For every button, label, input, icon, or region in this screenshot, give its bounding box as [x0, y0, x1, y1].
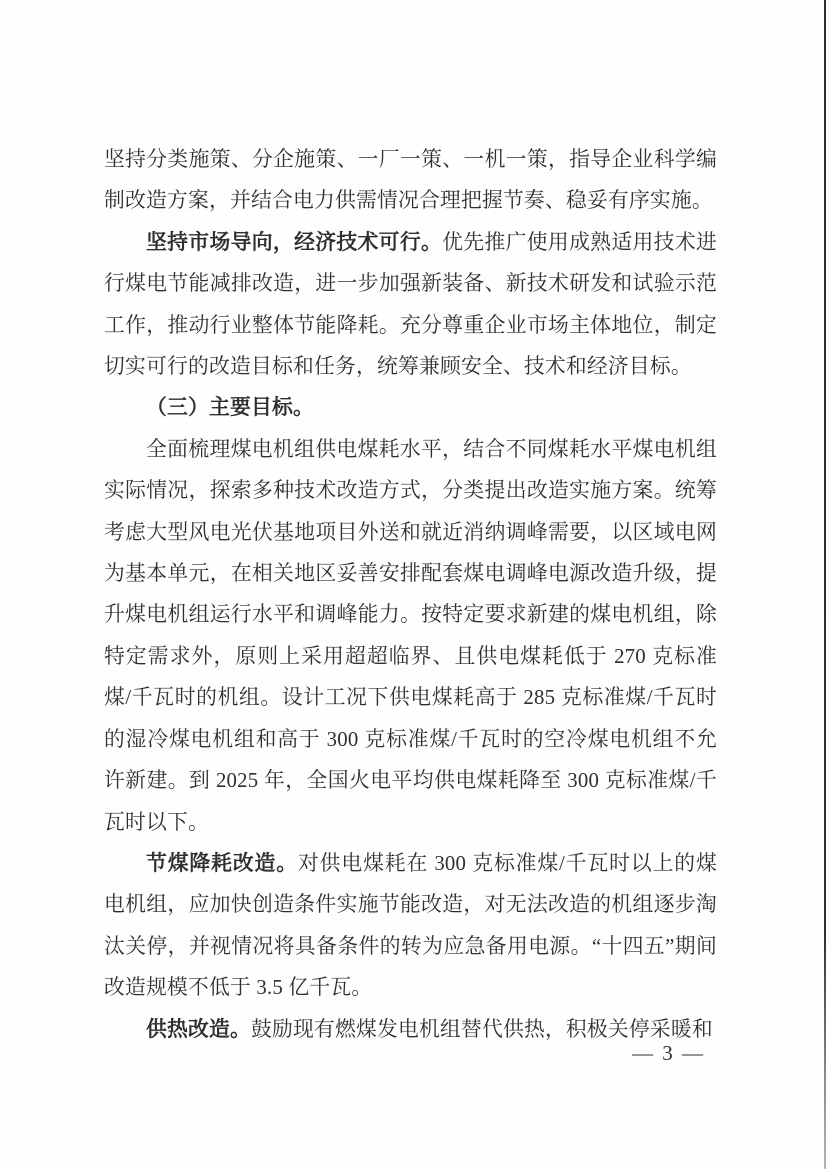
- paragraph-lead-emphasis: 供热改造。: [146, 1017, 251, 1041]
- paragraph: [104, 139, 717, 222]
- paragraph-lead-emphasis: 节煤降耗改造。: [146, 851, 298, 875]
- scan-edge-line: [824, 0, 826, 1169]
- page-number: — 3 —: [632, 1041, 705, 1065]
- paragraph: [104, 429, 717, 843]
- paragraph-text: 坚持分类施策、分企施策、一厂一策、一机一策，指导企业科学编制改造方案，并结合电力供需情况合理把握节奏、稳妥有序实施。: [104, 148, 717, 213]
- paragraph: [104, 843, 717, 1009]
- paragraph: [104, 387, 717, 428]
- document-body: [104, 139, 717, 1050]
- paragraph-text: 优先推广使用成熟适用技术进行煤电节能减排改造，进一步加强新装备、新技术研发和试验示范工作，推动行业整体节能降耗。充分尊重企业市场主体地位，制定切实可行的改造目标和任务，统筹兼顾安全、技术和经济目标。: [104, 230, 717, 379]
- paragraph-text: 对供电煤耗在 300 克标准煤/千瓦时以上的煤电机组，应加快创造条件实施节能改造，对无法改造的机组逐步淘汰关停，并视情况将具备条件的转为应急备用电源。“十四五”期间改造规模不低于 3.5 亿千瓦。: [104, 851, 717, 1000]
- paragraph-text: 全面梳理煤电机组供电煤耗水平，结合不同煤耗水平煤电机组实际情况，探索多种技术改造方式，分类提出改造实施方案。统筹考虑大型风电光伏基地项目外送和就近消纳调峰需要，以区域电网为基本单元，在相关地区妥善安排配套煤电调峰电源改造升级，提升煤电机组运行水平和调峰能力。按特定要求新建的煤电机组，除特定需求外，原则上采用超超临界、且供电煤耗低于 270 克标准煤/千瓦时的机组。设计工况下供电煤耗高于 285 克标准煤/千瓦时的湿冷煤电机组和高于 300 克标准煤/千瓦时的空冷煤电机组不允许新建。到 2025 年，全国火电平均供电煤耗降至 300 克标准煤/千瓦时以下。: [104, 437, 717, 834]
- paragraph: [104, 222, 717, 388]
- paragraph-lead-emphasis: 坚持市场导向，经济技术可行。: [146, 230, 443, 254]
- paragraph-text: 鼓励现有燃煤发电机组替代供热，积极关停采暖和: [250, 1017, 713, 1041]
- paragraph-lead-emphasis: （三）主要目标。: [146, 396, 314, 420]
